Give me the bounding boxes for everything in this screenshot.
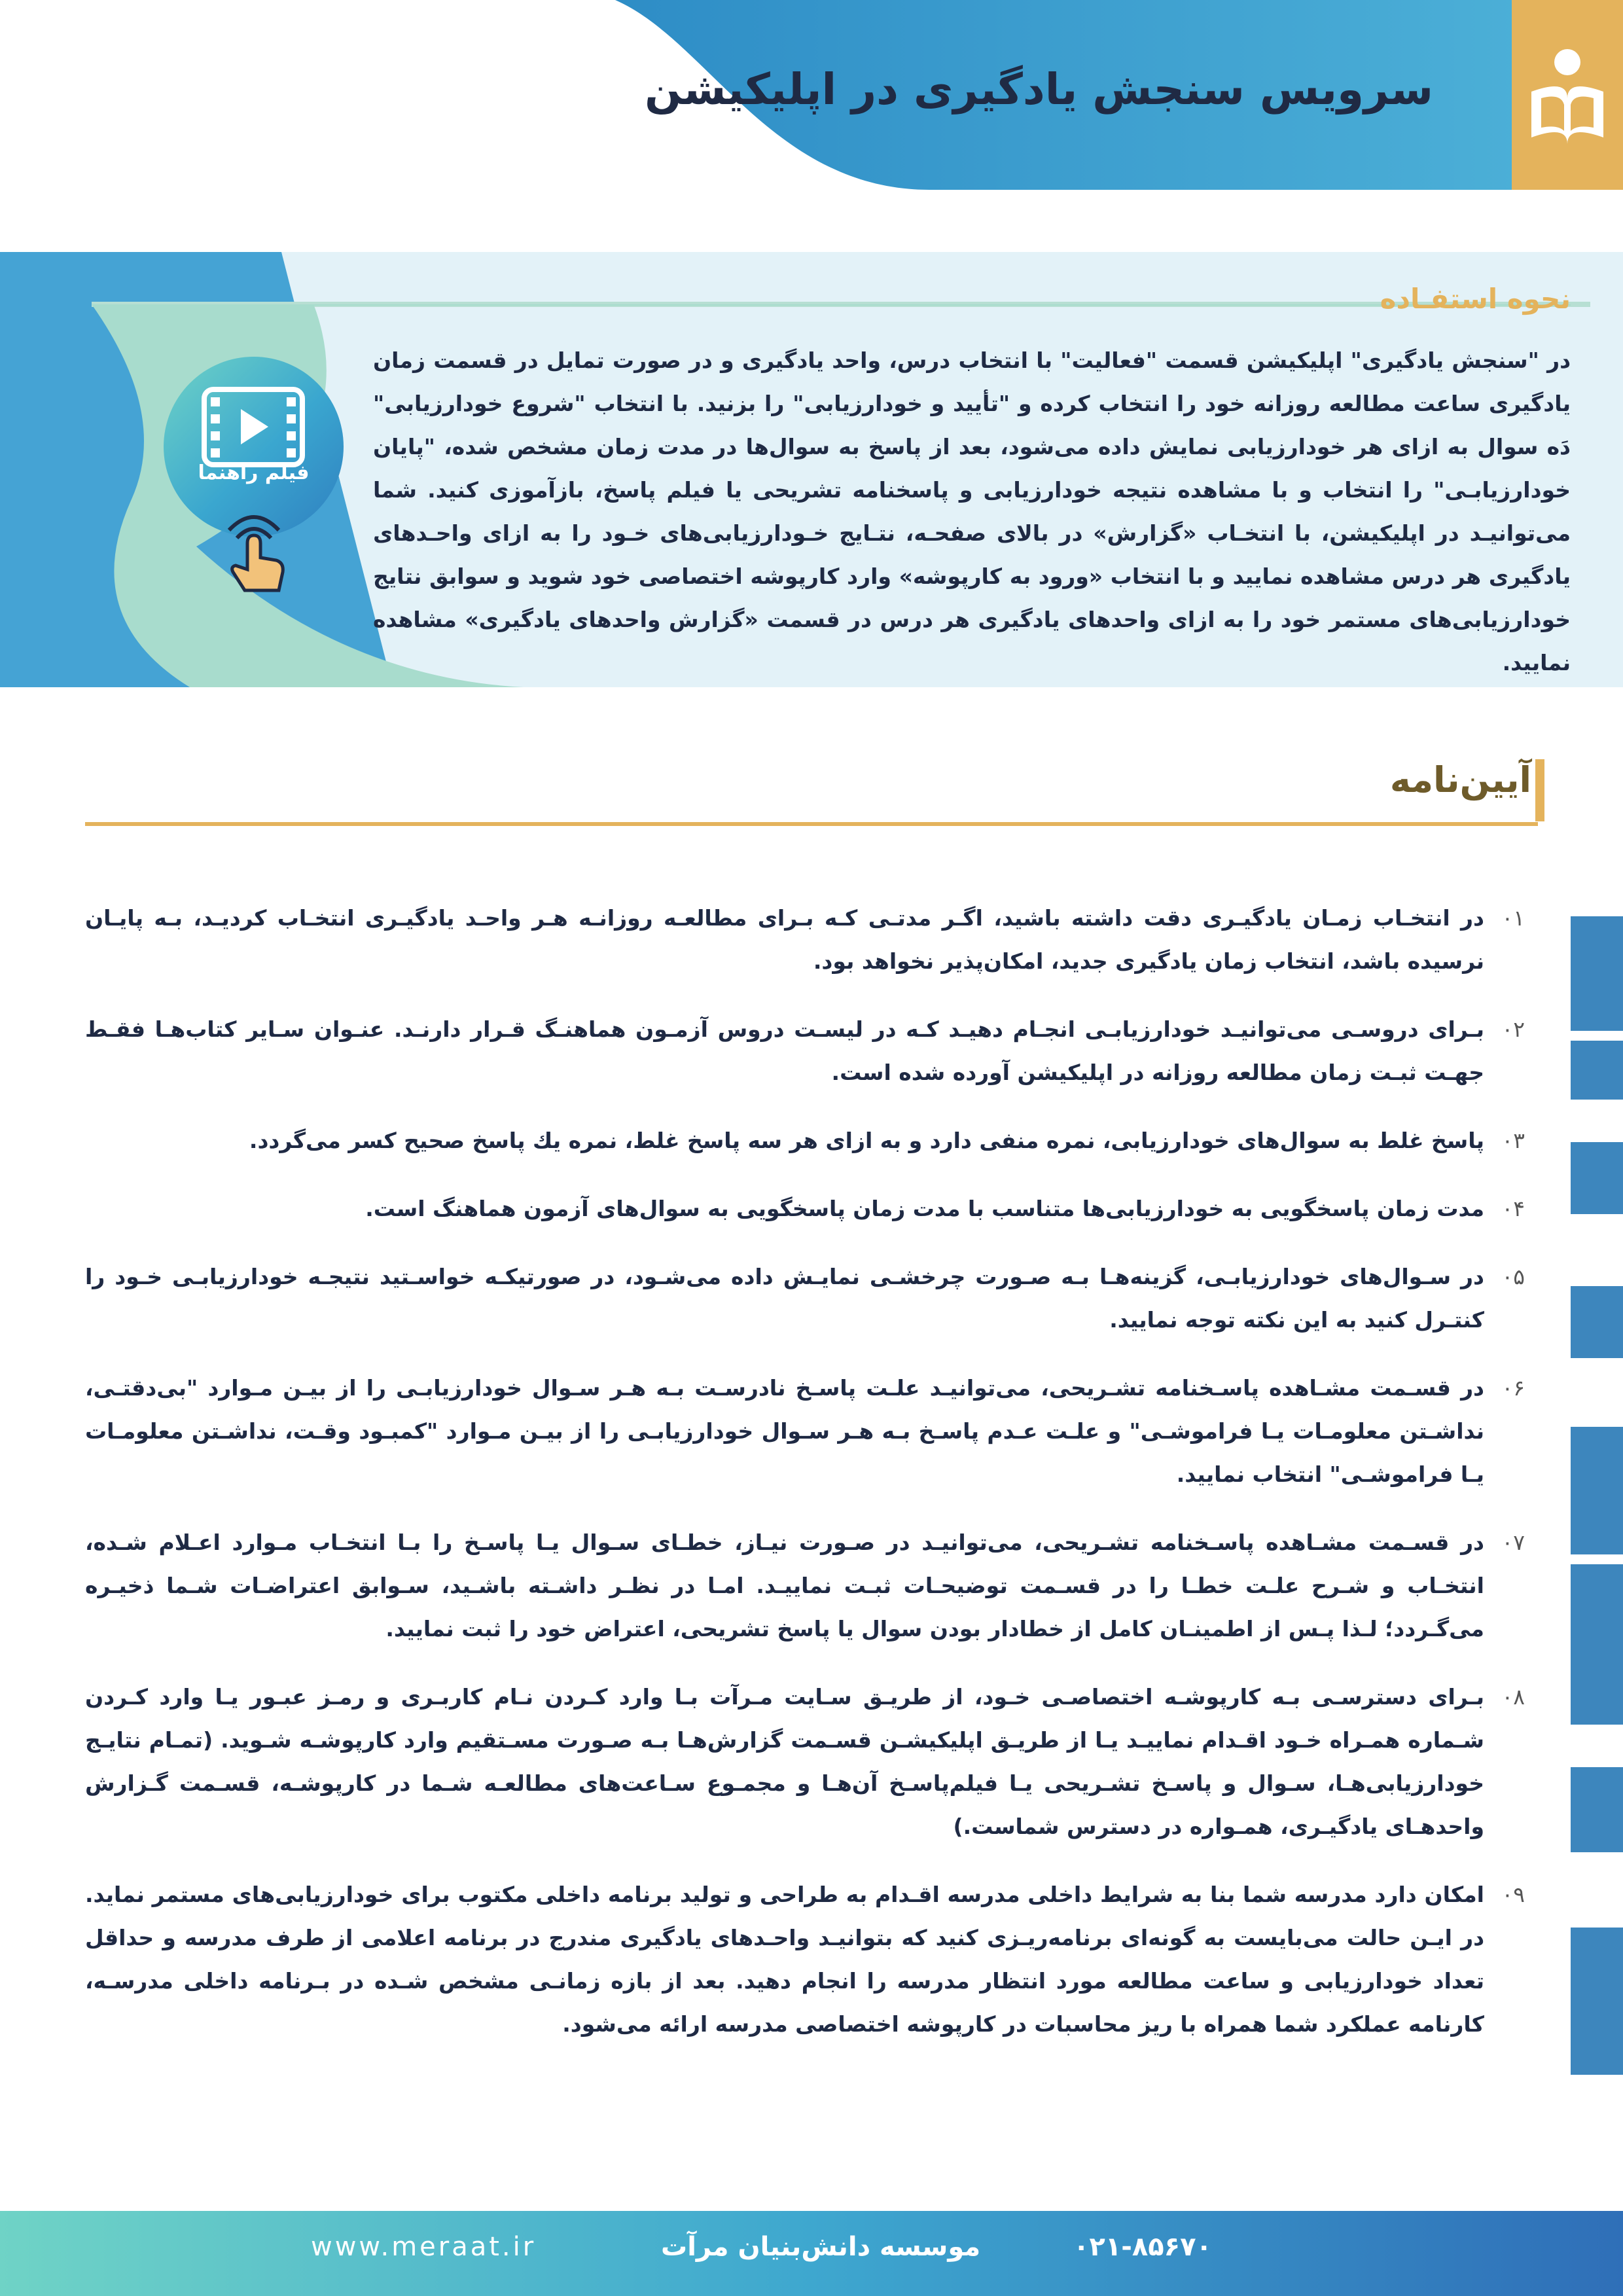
rule-number: ۰۹: [1501, 1882, 1525, 1907]
page-title: سرویس سنجش یادگیری در اپلیکیشن: [644, 64, 1433, 115]
rule-text: در قسـمت مشـاهده پاسـخنامه تشـریحی، می‌توانیـد علـت پاسـخ نادرسـت بـه هـر سـوال خودارزیابـی را از بیـن مـوارد "بی‌دقتـی، نداشـتن معلومـات یـا فراموشـی" و علـت عـدم پاسـخ بـه هـر سـوال خودارزیابـی را از بیـن مـوارد "کمبـود وقـت، نداشـتن معلومـات یـا فراموشـی" انتخاب نمایید.: [85, 1375, 1484, 1487]
rules-heading: آیین‌نامه: [1389, 759, 1531, 800]
rule-item: [85, 1008, 1525, 1094]
rule-text: امکان دارد مدرسه شما بنا به شرایط داخلی مدرسه اقـدام به طراحی و تولید برنامه داخلی مکتوب برای خودارزیابی‌های مستمر نماید. در ایـن حالت می‌بایست به گونه‌ای برنامه‌ریـزی کنید که بتوانیـد واحـدهای یادگیری مندرج در برنامه اعلامی از طرف مدرسه و حداقل تعداد خودارزیابی و ساعت مطالعه مورد انتظار مدرسه را انجام دهید. بعد از بازه زمانـی مشخص شـده در بـرنامه داخلی مدرسـه، کارنامه عملکرد شما همراه با ریز محاسبات در کارپوشه اختصاصی مدرسه ارائه می‌شود.: [85, 1882, 1484, 2037]
rules-heading-bar: [1535, 759, 1544, 821]
footer-org-name: موسسه دانش‌بنیان مرآت: [661, 2232, 981, 2262]
rule-number: ۰۴: [1501, 1196, 1525, 1221]
rule-text: مدت زمان پاسخگویی به خودارزیابی‌ها متناسب با مدت زمان پاسخگویی به سوال‌های آزمون هماهنگ است.: [365, 1196, 1484, 1221]
side-stripe: [1571, 1427, 1623, 1554]
rule-item: [85, 1187, 1525, 1230]
rule-item: [85, 1255, 1525, 1342]
rule-item: [85, 1521, 1525, 1651]
footer-phone: ۰۲۱-۸۵۶۷۰: [1073, 2232, 1212, 2262]
side-stripe: [1571, 916, 1623, 1031]
side-stripe: [1571, 1767, 1623, 1852]
side-stripe: [1571, 1928, 1623, 2075]
rule-text: در سـوال‌های خودارزیابـی، گزینه‌هـا بـه صـورت چرخشـی نمایـش داده می‌شـود، در صورتیکـه خواسـتید نتیجـه خودارزیابـی خـود را کنتـرل کنید به این نکته توجه نمایید.: [85, 1264, 1484, 1333]
footer-website[interactable]: www.meraat.ir: [311, 2232, 537, 2262]
rule-number: ۰۳: [1501, 1128, 1525, 1153]
rule-text: پاسخ غلط به سوال‌های خودارزیابی، نمره منفی دارد و به ازای هر سه پاسخ غلط، نمره یك پاسخ صحیح کسر می‌گردد.: [249, 1128, 1484, 1153]
rule-text: بـرای دروسـی می‌توانیـد خودارزیابـی انجـام دهیـد کـه در لیسـت دروس آزمـون هماهنـگ قـرار دارنـد. عنـوان سـایر کتاب‌هـا فقـط جهـت ثبـت زمان مطالعه روزانه در اپلیکیشن آورده شده است.: [85, 1016, 1484, 1085]
rule-text: در انتخـاب زمـان یادگیـری دقت داشته باشید، اگـر مدتـی کـه بـرای مطالعـه روزانـه هـر واحـد یادگیـری انتخـاب کردیـد، بـه پایـان نرسیده باشد، انتخاب زمان یادگیری جدید، امکان‌پذیر نخواهد بود.: [85, 905, 1484, 974]
rule-text: در قسـمت مشـاهده پاسـخنامه تشـریحی، می‌توانیـد در صـورت نیـاز، خطـای سـوال یـا پاسـخ را بـا انتخـاب مـوارد اعـلام شـده، انتخـاب و شـرح علـت خطـا را در قسـمت توضیحـات ثبـت نماییـد. امـا در نظـر داشـته باشـید، سـوابق اعتراضـات شـما ذخیـره می‌گـردد؛ لـذا پـس از اطمینـان کامل از خطادار بودن سوال یا پاسخ تشریحی، اعتراض خود را ثبت نمایید.: [85, 1530, 1484, 1641]
rule-item: [85, 897, 1525, 983]
usage-text: در "سنجش یادگیری" اپلیکیشن قسمت "فعالیت" با انتخاب درس، واحد یادگیری و در صورت تمایل در قسمت زمان یادگیری ساعت مطالعه روزانه خود را انتخاب کرده و "تأیید و خودارزیابی" را بزنید. با انتخاب "شروع خودارزیابی" دَه سوال به ازای هر خودارزیابی نمایش داده می‌شود، بعد از پاسخ به سوال‌ها در مدت زمان مشخص شده، "پایان خودارزیابـی" را انتخاب و با مشاهده نتیجه خودارزیابی و پاسخنامه تشریحی یا فیلم پاسخ، بازآموزی کنید. شما می‌توانیـد در اپلیکیشن، با انتخـاب «گزارش» در بالای صفحـه، نتـایج خـودارزیابی‌های خـود را به ازای واحـدهای یادگیری هر درس مشاهده نمایید و با انتخاب «ورود به کارپوشه» وارد کارپوشه اختصاصی خود شوید و سوابق نتایج خودارزیابی‌های مستمر خود را به ازای واحدهای یادگیری هر درس در قسمت «گزارش واحدهای یادگیری» مشاهده نمایید.: [373, 348, 1571, 675]
rule-text: بـرای دسترسـی بـه کارپوشـه اختصاصـی خـود، از طریـق سـایت مـرآت بـا وارد کـردن نـام کاربـری و رمـز عبـور یـا وارد کـردن شـماره همـراه خـود اقـدام نماییـد یـا از طریـق اپلیکیشـن قسـمت گزارش‌هـا بـه صـورت مسـتقیم وارد کارپوشـه شـوید. (تمـام نتایـج خودارزیابی‌هـا، سـوال و پاسـخ تشـریحی یـا فیلم‌پاسـخ آن‌هـا و مجمـوع سـاعت‌های مطالعـه شـما در کارپوشـه، قسـمت گـزارش واحدهـای یادگیـری، همـواره در دسترس شماست.): [85, 1684, 1484, 1839]
side-stripe: [1571, 1142, 1623, 1214]
side-stripe: [1571, 1041, 1623, 1100]
rule-number: ۰۸: [1501, 1684, 1525, 1710]
rule-item: [85, 1676, 1525, 1848]
rule-number: ۰۲: [1501, 1016, 1525, 1042]
rule-item: [85, 1119, 1525, 1162]
side-stripe: [1571, 1286, 1623, 1358]
rule-number: ۰۱: [1501, 905, 1525, 931]
usage-heading: نحوه استفـاده: [1380, 283, 1571, 315]
rule-item: [85, 1873, 1525, 2046]
rule-number: ۰۷: [1501, 1530, 1525, 1555]
rules-divider: [85, 822, 1538, 826]
video-guide-label: فیلم راهنما: [198, 461, 310, 484]
rule-item: [85, 1367, 1525, 1496]
rule-number: ۰۵: [1501, 1264, 1525, 1289]
rules-list: [85, 897, 1525, 2071]
logo-box: [1512, 0, 1623, 190]
reading-person-icon: [1512, 0, 1623, 190]
side-stripe: [1571, 1564, 1623, 1725]
rule-number: ۰۶: [1501, 1375, 1525, 1401]
tap-hand-icon: [216, 504, 294, 596]
